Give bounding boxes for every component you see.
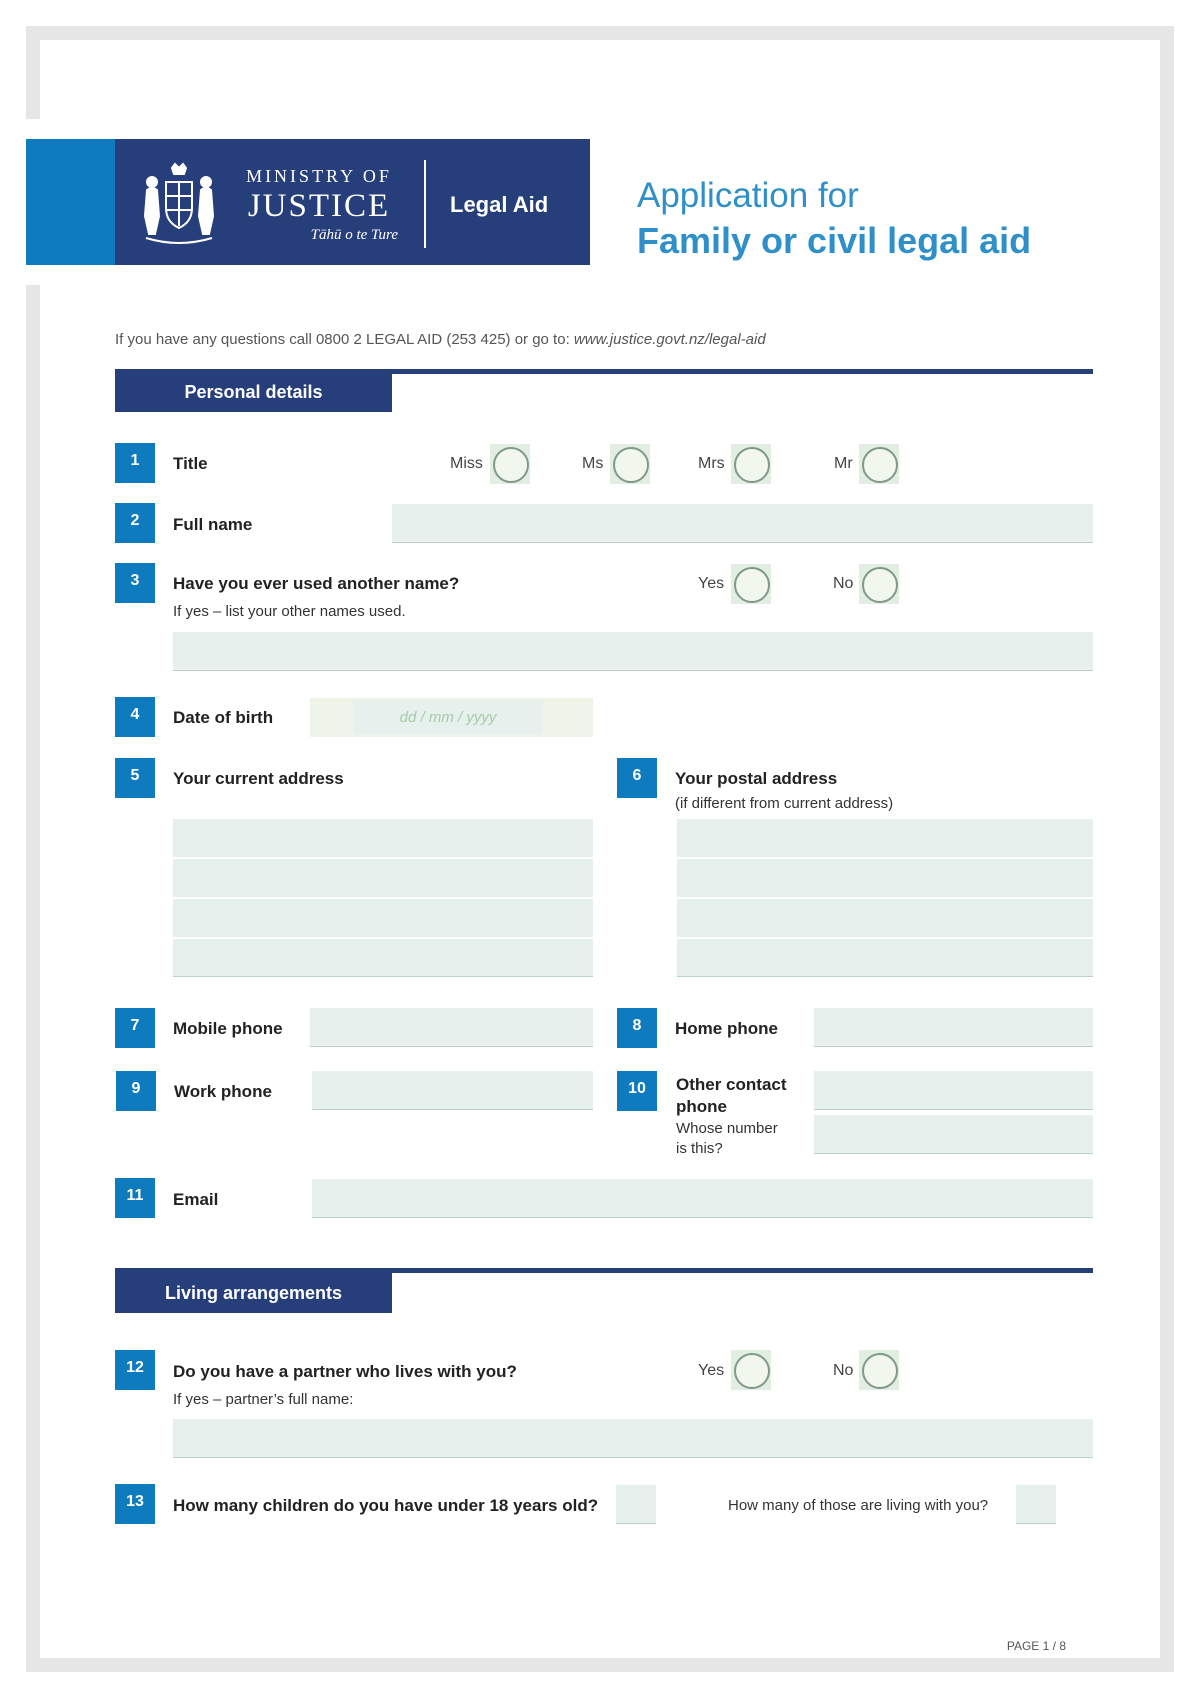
question-number: 1 (115, 443, 155, 483)
partner-hint: If yes – partner’s full name: (173, 1391, 354, 1408)
current-address-line-4[interactable] (173, 939, 593, 977)
other-name-no-radio[interactable] (859, 564, 899, 604)
header-divider (424, 160, 426, 248)
question-number: 8 (617, 1008, 657, 1048)
children-count-input[interactable] (616, 1485, 656, 1524)
question-number: 5 (115, 758, 155, 798)
question-number: 2 (115, 503, 155, 543)
postal-address-label: Your postal address (675, 769, 838, 788)
work-phone-input[interactable] (312, 1071, 593, 1110)
home-phone-input[interactable] (814, 1008, 1093, 1047)
question-number: 13 (115, 1484, 155, 1524)
current-address-line-3[interactable] (173, 899, 593, 939)
children-living-with-you-label: How many of those are living with you? (728, 1497, 989, 1514)
work-phone-label: Work phone (174, 1082, 272, 1101)
question-number: 9 (116, 1071, 156, 1111)
mobile-phone-input[interactable] (310, 1008, 593, 1047)
question-number: 11 (115, 1178, 155, 1218)
partner-yes-label: Yes (698, 1362, 725, 1379)
question-number: 12 (115, 1350, 155, 1390)
other-name-yes-radio[interactable] (731, 564, 771, 604)
title-option-mr-label: Mr (834, 455, 853, 472)
date-of-birth-input[interactable]: dd / mm / yyyy (353, 700, 543, 735)
ministry-name-line1: MINISTRY OF (246, 166, 392, 186)
current-address-line-1[interactable] (173, 819, 593, 859)
form-title-line1: Application for (637, 176, 859, 215)
children-living-with-you-input[interactable] (1016, 1485, 1056, 1524)
question-number: 4 (115, 697, 155, 737)
question-number: 6 (617, 758, 657, 798)
other-name-yes-label: Yes (698, 575, 725, 592)
unit-name: Legal Aid (450, 192, 549, 217)
title-label: Title (173, 454, 208, 473)
page-number: PAGE 1 / 8 (1006, 1639, 1066, 1653)
postal-address-hint: (if different from current address) (675, 795, 894, 812)
email-label: Email (173, 1190, 219, 1209)
partner-name-input[interactable] (173, 1419, 1093, 1458)
intro-url-link[interactable]: www.justice.govt.nz/legal-aid (573, 331, 766, 348)
title-mr-radio[interactable] (859, 444, 899, 484)
current-address-label: Your current address (173, 769, 344, 788)
full-name-label: Full name (173, 515, 253, 534)
section-heading-personal-details: Personal details (115, 369, 392, 412)
date-of-birth-label: Date of birth (173, 708, 274, 727)
home-phone-label: Home phone (675, 1019, 778, 1038)
form-title-line2: Family or civil legal aid (637, 220, 1032, 261)
partner-question: Do you have a partner who lives with you? (173, 1362, 517, 1381)
other-contact-phone-input[interactable] (814, 1071, 1093, 1110)
ministry-tagline: Tāhū o te Ture (310, 227, 398, 243)
whose-number-input[interactable] (814, 1115, 1093, 1154)
question-number: 10 (617, 1071, 657, 1111)
partner-yes-radio[interactable] (731, 1350, 771, 1390)
mobile-phone-label: Mobile phone (173, 1019, 283, 1038)
title-mrs-radio[interactable] (731, 444, 771, 484)
intro-text: If you have any questions call 0800 2 LEGAL AID (253 425) or go to: www.justice.govt.nz/legal-aid (115, 331, 766, 348)
postal-address-line-3[interactable] (677, 899, 1093, 939)
title-option-miss-label: Miss (450, 455, 483, 472)
postal-address-line-1[interactable] (677, 819, 1093, 859)
question-number: 3 (115, 563, 155, 603)
other-name-no-label: No (833, 575, 854, 592)
section-heading-living-arrangements: Living arrangements (115, 1268, 392, 1313)
title-miss-radio[interactable] (490, 444, 530, 484)
current-address-line-2[interactable] (173, 859, 593, 899)
title-option-mrs-label: Mrs (698, 455, 725, 472)
other-contact-phone-label: Other contact phone (676, 1075, 787, 1116)
ministry-name-line2: JUSTICE (247, 188, 391, 224)
children-count-question: How many children do you have under 18 years old? (173, 1496, 599, 1515)
email-input[interactable] (312, 1179, 1093, 1218)
whose-number-label: Whose number is this? (676, 1120, 778, 1157)
postal-address-line-4[interactable] (677, 939, 1093, 977)
question-number: 7 (115, 1008, 155, 1048)
other-names-input[interactable] (173, 632, 1093, 671)
other-name-hint: If yes – list your other names used. (173, 603, 406, 620)
partner-no-label: No (833, 1362, 854, 1379)
coat-of-arms-icon (138, 162, 220, 246)
title-ms-radio[interactable] (610, 444, 650, 484)
partner-no-radio[interactable] (859, 1350, 899, 1390)
title-option-ms-label: Ms (582, 455, 604, 472)
postal-address-line-2[interactable] (677, 859, 1093, 899)
header-accent-bar (26, 139, 115, 265)
other-name-question: Have you ever used another name? (173, 574, 460, 593)
full-name-input[interactable] (392, 504, 1093, 543)
